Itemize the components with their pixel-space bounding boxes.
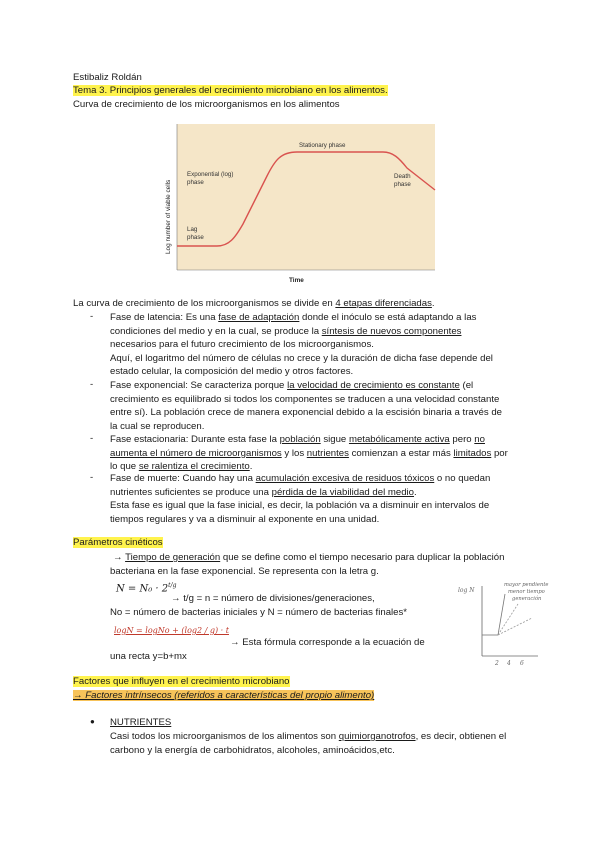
latencia-l5: estado celular, la composición del medio y otros factores. — [110, 366, 354, 378]
exp-l1u: la velocidad de crecimiento es constante — [287, 380, 460, 391]
est-l1c: pero — [449, 434, 475, 445]
factors-subheading — [73, 689, 374, 703]
dash-muerte: - — [90, 472, 94, 483]
params-line1: → t/g = n = número de divisiones/generaciones, — [171, 593, 375, 604]
params-heading — [73, 536, 163, 550]
topic-title-text: Tema 3. Principios generales del crecimiento microbiano en los alimentos. — [73, 85, 388, 96]
phase-muerte — [110, 472, 550, 526]
muerte-l1b: o no quedan — [434, 473, 491, 484]
nutrients-title — [110, 716, 171, 730]
nutrients-l1b: , es decir, obtienen el — [415, 731, 507, 742]
figure-xlabel: Time — [289, 277, 304, 284]
factors-heading — [73, 675, 290, 689]
est-l3a: lo que — [110, 461, 139, 473]
nutrients-l1a: Casi todos los microorganismos de los alimentos son — [110, 731, 339, 742]
nutrients-line1 — [110, 730, 506, 744]
est-l2u2: nutrientes — [306, 447, 349, 459]
params-line3: → Esta fórmula corresponde a la ecuación de — [230, 637, 425, 648]
sketch-note-2: menor tiempo — [508, 589, 545, 595]
label-death-1: Death — [394, 173, 411, 180]
params-heading-text: Parámetros cinéticos — [73, 537, 163, 548]
muerte-l2a: nutrientes suficientes se produce una — [110, 486, 272, 498]
tg-arrow: → — [113, 552, 123, 563]
latencia-l2a: condiciones del medio y en la cual, se produce la — [110, 325, 322, 337]
sketch-ylabel: log N — [458, 587, 475, 594]
phase-latencia — [110, 311, 550, 379]
label-exp-2: phase — [187, 179, 204, 186]
est-l2b: comienzan a estar más — [348, 447, 454, 459]
exp-l2: crecimiento es equilibrado si todos los componentes se traducen a una velocidad constante — [110, 393, 500, 405]
figure-ylabel: Log number of viable cells — [165, 179, 172, 254]
est-l1b: sigue — [320, 434, 349, 445]
muerte-l4: tiempos regulares y va a disminuir al exponente en una unidad. — [110, 513, 380, 525]
growth-curve-figure — [157, 118, 437, 290]
est-l2a: y los — [281, 447, 307, 459]
latencia-l3: necesarios para el futuro crecimiento de los microorganismos. — [110, 339, 374, 351]
sketch-note-3: generación — [512, 596, 542, 602]
formula-exponential — [116, 582, 176, 594]
sketch-tick-6: 6 — [520, 660, 524, 667]
intro-end: . — [431, 298, 435, 309]
exp-l1b: (el — [459, 380, 474, 391]
handwritten-formula: logN = logNo + (log2 / g) · t — [114, 626, 229, 635]
dash-latencia: - — [90, 311, 94, 322]
muerte-l2u: pérdida de la viabilidad del medio — [271, 486, 415, 498]
section-title: Curva de crecimiento de los microorganismos en los alimentos — [73, 99, 340, 110]
est-l3u: se ralentiza el crecimiento — [138, 461, 250, 473]
formula-base: N = N₀ · 2 — [116, 583, 169, 595]
nutrients-l1u: quimiorganotrofos — [338, 731, 416, 742]
label-lag-2: phase — [187, 234, 204, 241]
est-l2c: por — [491, 447, 508, 459]
exp-l4: la cual se reproducen. — [110, 420, 205, 432]
est-l1u3: no — [474, 434, 485, 445]
sketch-tick-2: 2 — [495, 660, 499, 667]
est-l1u2: metabólicamente activa — [348, 434, 450, 445]
intro-text: La curva de crecimiento de los microorganismos se divide en — [73, 298, 336, 309]
tg-term: Tiempo de generación — [125, 552, 221, 563]
est-l2u1: aumenta el número de microorganismos — [110, 447, 282, 459]
author-name: Estibaliz Roldán — [73, 72, 142, 83]
latencia-l1b: donde el inóculo se está adaptando a las — [299, 312, 477, 323]
sketch-tick-4: 4 — [507, 660, 511, 667]
est-l3b: . — [249, 461, 253, 473]
latencia-l1a: Fase de latencia: Es una — [110, 312, 219, 323]
sketch-low-line — [498, 618, 532, 635]
dash-exponencial: - — [90, 379, 94, 390]
phase-estacionaria — [110, 433, 550, 474]
nutrients-line2: carbono y la energía de carbohidratos, alcoholes, aminoácidos,etc. — [110, 745, 395, 756]
muerte-l1a: Fase de muerte: Cuando hay una — [110, 473, 256, 484]
latencia-l4: Aquí, el logaritmo del número de células no crece y la duración de dicha fase depende del — [110, 352, 493, 364]
factors-heading-text: Factores que influyen en el crecimiento microbiano — [73, 676, 290, 687]
topic-title — [73, 84, 388, 98]
exp-l1a: Fase exponencial: Se caracteriza porque — [110, 380, 288, 391]
hand-sketch-graph — [452, 578, 549, 670]
latencia-l2u: síntesis de nuevos componentes — [321, 325, 462, 337]
tg-line2: bacteriana en la fase exponencial. Se representa con la letra g. — [110, 566, 379, 577]
factors-subheading-text: → Factores intrínsecos (referidos a características del propio alimento) — [73, 690, 375, 701]
est-l1a: Fase estacionaria: Durante esta fase la — [110, 434, 280, 445]
label-stationary: Stationary phase — [299, 142, 346, 149]
intro-paragraph — [73, 297, 435, 311]
exp-l3: entre sí). La población crece de manera exponencial debido a la escisión binaria a través de — [110, 407, 502, 419]
label-exp-1: Exponential (log) — [187, 171, 234, 178]
tg-rest: que se define como el tiempo necesario para duplicar la población — [220, 552, 505, 563]
label-death-2: phase — [394, 181, 411, 188]
est-l2u3: limitados — [453, 447, 492, 459]
sketch-note-1: mayor pendiente — [504, 582, 549, 588]
intro-underlined: 4 etapas diferenciadas — [335, 298, 432, 309]
est-l1u1: población — [279, 434, 321, 445]
tg-line1 — [113, 551, 504, 565]
formula-exponent: t/g — [168, 582, 177, 589]
phase-exponencial — [110, 379, 550, 433]
label-lag-1: Lag — [187, 226, 198, 233]
muerte-l1u: acumulación excesiva de residuos tóxicos — [255, 473, 435, 484]
params-line4: una recta y=b+mx — [110, 651, 187, 662]
latencia-l1u: fase de adaptación — [218, 312, 300, 323]
nutrients-bullet: ● — [90, 717, 95, 726]
muerte-l3: Esta fase es igual que la fase inicial, es decir, la población va a disminuir en intervalos de — [110, 500, 490, 512]
muerte-l2b: . — [414, 486, 417, 498]
dash-estacionaria: - — [90, 433, 94, 444]
nutrients-title-text: NUTRIENTES — [110, 717, 172, 728]
params-line2: No = número de bacterias iniciales y N = número de bacterias finales* — [110, 607, 408, 618]
